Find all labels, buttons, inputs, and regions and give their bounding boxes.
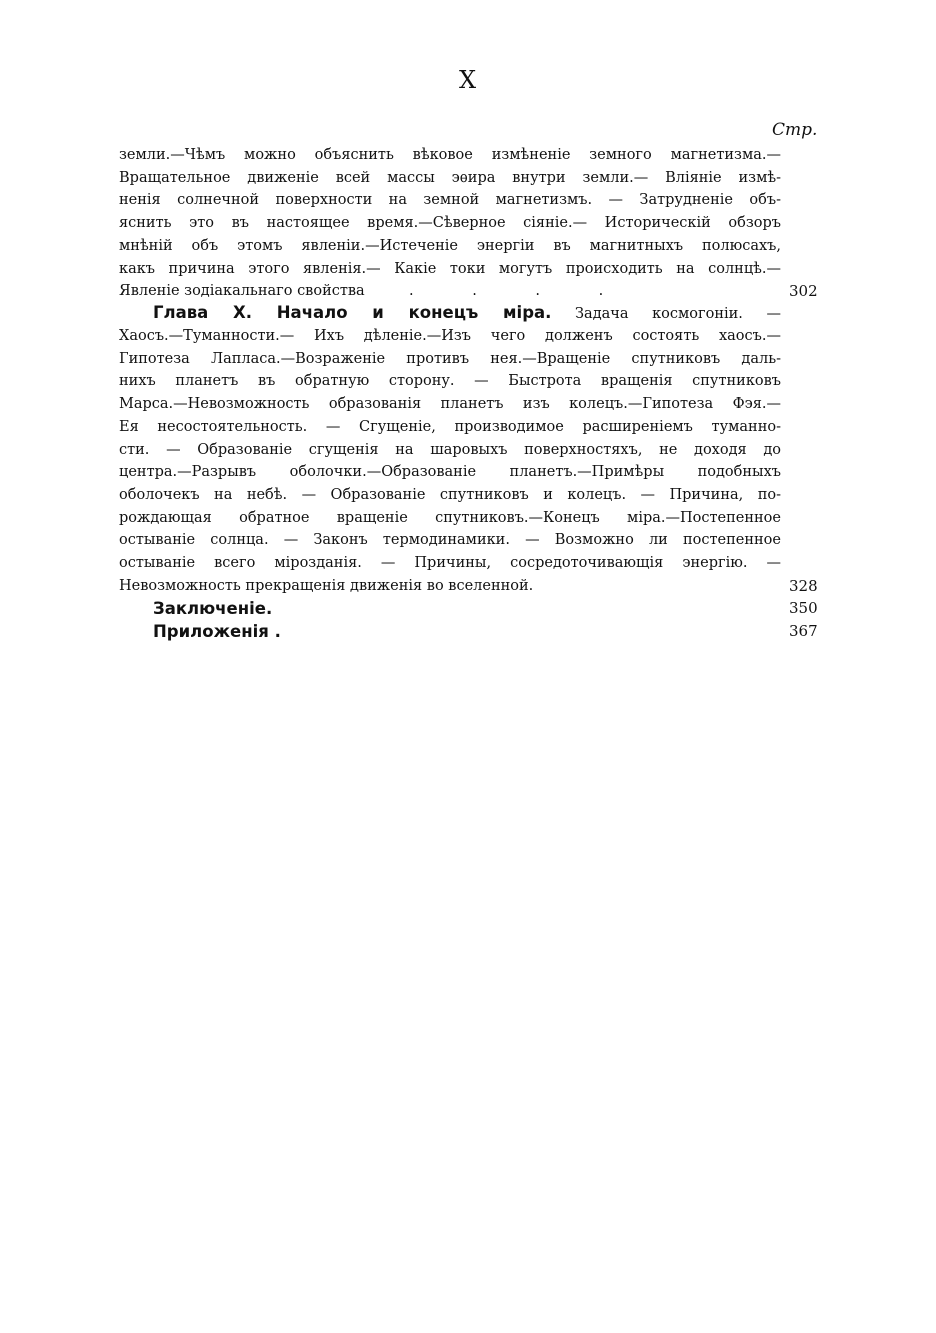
page-column-label: Стр. — [772, 120, 818, 140]
page-ref: 367 — [789, 622, 818, 640]
toc-line: Ея несостоятельность. — Сгущеніе, производимое расширеніемъ туманно- — [119, 418, 781, 435]
page-roman-numeral: X — [458, 66, 478, 94]
toc-line: рождающая обратное вращеніе спутниковъ.—Конецъ міра.—Постепенное — [119, 509, 781, 526]
toc-line: яснить это въ настоящее время.—Сѣверное сіяніе.— Историческій обзоръ — [119, 215, 781, 232]
toc-line: Гипотеза Лапласа.—Возраженіе противъ нея.—Вращеніе спутниковъ даль- — [119, 350, 781, 367]
toc-entry-text: Явленіе зодіакальнаго свойства — [119, 283, 365, 300]
toc-line: мнѣній объ этомъ явленіи.—Истеченіе энергіи въ магнитныхъ полюсахъ, — [119, 237, 781, 254]
toc-line: остываніе всего мірозданія. — Причины, сосредоточивающія энергію. — — [119, 555, 781, 571]
dot-leader: . . . . — [409, 283, 604, 300]
chapter-first-line — [153, 301, 781, 325]
toc-line: оболочекъ на небѣ. — Образованіе спутниковъ и колецъ. — Причина, по- — [119, 486, 781, 503]
toc-line: Хаосъ.—Туманности.— Ихъ дѣленіе.—Изъ чего долженъ состоять хаосъ.— — [119, 328, 781, 344]
toc-entry-last-line: Невозможность прекращенія движенія во вселенной. — [119, 577, 534, 594]
section-heading-conclusion: Заключеніе. — [153, 599, 273, 618]
toc-line: нихъ планетъ въ обратную сторону. — Быстрота вращенія спутниковъ — [119, 373, 781, 390]
toc-line: какъ причина этого явленія.— Какіе токи могутъ происходить на солнцѣ.— — [119, 260, 781, 277]
toc-entry-text: Задача космогоніи. — — [575, 306, 781, 322]
toc-line: земли.—Чѣмъ можно объяснить вѣковое измѣненіе земного магнетизма.— — [119, 147, 781, 163]
page-ref: 350 — [789, 599, 818, 617]
toc-line: центра.—Разрывъ оболочки.—Образованіе планетъ.—Примѣры подобныхъ — [119, 464, 781, 481]
toc-line: ненія солнечной поверхности на земной магнетизмъ. — Затрудненіе объ- — [119, 192, 781, 209]
chapter-heading: Глава X. Начало и конецъ міра. — [153, 303, 552, 322]
toc-line: Марса.—Невозможность образованія планетъ изъ колецъ.—Гипотеза Фэя.— — [119, 396, 781, 413]
section-heading-appendices: Приложенія . — [153, 622, 281, 641]
toc-line: остываніе солнца. — Законъ термодинамики. — Возможно ли постепенное — [119, 532, 781, 549]
page-ref: 302 — [789, 282, 818, 301]
page-ref: 328 — [789, 576, 818, 595]
toc-line: сти. — Образованіе сгущенія на шаровыхъ поверхностяхъ, не доходя до — [119, 441, 781, 458]
toc-entry-last-line — [119, 280, 781, 303]
toc-line: Вращательное движеніе всей массы эѳира внутри земли.— Вліяніе измѣ- — [119, 169, 781, 186]
